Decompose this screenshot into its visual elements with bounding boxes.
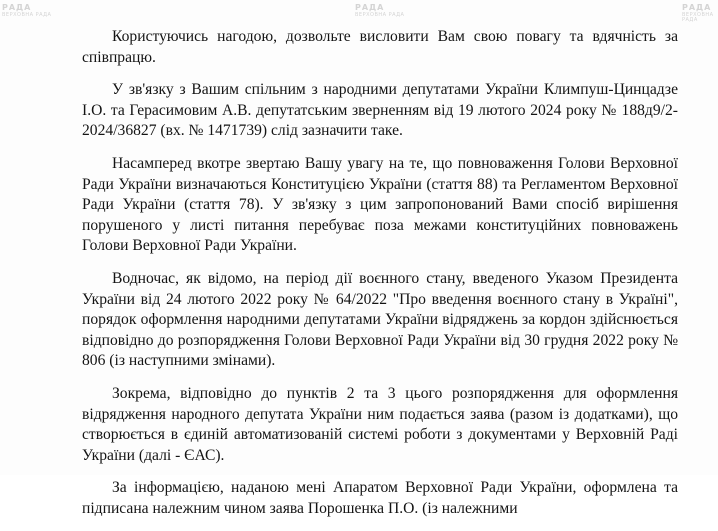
paragraph-powers: Насамперед вкотре звертаю Вашу увагу на те, що повноваження Голови Верховної Ради України визначаються Конституцією України (стаття 88) та Регламентом Верховної Ради України (стаття 78). У зв'язку з цим запропонований Вами спосіб вирішення порушеного у листі питання перебуває поза межами конституційних повноважень Голови Верховної Ради України. — [82, 154, 678, 255]
watermark-subtitle: ВЕРХОВНА РАДА — [2, 12, 52, 18]
paragraph-procedure: Зокрема, відповідно до пунктів 2 та 3 цього розпорядження для оформлення відрядження народного депутата України ним подається заява (разом із додатками), що створюється в єдиній автоматизованій системі роботи з документами у Верховній Раді України (далі - ЄАС). — [82, 384, 678, 464]
paragraph-information: За інформацією, наданою мені Апаратом Верховної Ради України, оформлена та підписана належним чином заява Порошенка П.О. (із належними — [82, 479, 678, 517]
watermark — [2, 4, 51, 18]
watermark-title: РАДА — [682, 3, 712, 12]
watermark — [682, 4, 718, 23]
watermark-subtitle: ВЕРХОВНА РАДА — [682, 12, 714, 23]
watermark-title: РАДА — [355, 3, 385, 12]
watermark — [355, 4, 404, 18]
letter-body — [82, 27, 678, 531]
paragraph-gratitude: Користуючись нагодою, дозвольте висловити Вам свою повагу та вдячність за співпрацю. — [82, 28, 678, 66]
paragraph-appeal-reference: У зв'язку з Вашим спільним з народними депутатами України Климпуш-Цинцадзе І.О. та Герасимовим А.В. депутатським зверненням від 19 лютого 2024 року № 188д9/2-2024/36827 (вх. № 1471739) слід зазначити таке. — [82, 81, 678, 140]
paragraph-martial-law: Водночас, як відомо, на період дії воєнного стану, введеного Указом Президента України від 24 лютого 2022 року № 64/2022 "Про введення воєнного стану в Україні", порядок оформлення народними депутатами України відряджень за кордон здійснюється відповідно до розпорядження Голови Верховної Ради України від 30 грудня 2022 року № 806 (із наступними змінами). — [82, 269, 678, 370]
watermark-subtitle: ВЕРХОВНА РАДА — [355, 12, 405, 18]
watermark-title: РАДА — [2, 3, 32, 12]
